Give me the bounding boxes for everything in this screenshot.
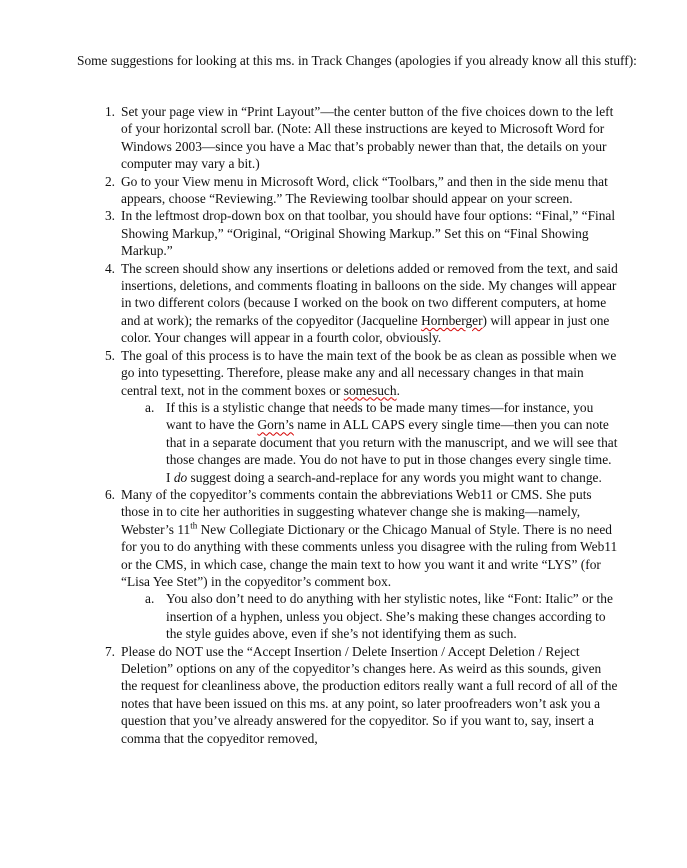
spellcheck-flagged-word[interactable]: somesuch bbox=[343, 382, 397, 398]
list-item-1 bbox=[121, 103, 619, 173]
item-4-text-b: ) will appear in just one color. Your changes will appear in a fourth color, obviously. bbox=[121, 312, 610, 346]
item-6-text-a: Many of the copyeditor’s comments contain the abbreviations Web11 or CMS. She puts those in to cite her authorities in suggesting whatever change she is making—namely, Webster’s 11 bbox=[121, 486, 592, 537]
sub-item-5a-text-b: name in ALL CAPS every single time—then you can note that in a separate document that you return with the manuscript, and we will see that those changes are made. You do not have to put in those changes every single time. I bbox=[166, 417, 618, 485]
item-2-text: Go to your View menu in Microsoft Word, click “Toolbars,” and then in the side menu that appears, choose “Reviewing.” The Reviewing toolbar should appear on your screen. bbox=[121, 173, 608, 207]
suggestions-list bbox=[121, 103, 619, 747]
item-3-text: In the leftmost drop-down box on that toolbar, you should have four options: “Final,” “Final Showing Markup,” “Original, “Original Showing Markup.” Set this on “Final Showing Markup.” bbox=[121, 208, 616, 259]
sub-item-5a-text-a: If this is a stylistic change that needs to be made many times—for instance, you want to have the bbox=[166, 399, 594, 433]
superscript-th: th bbox=[190, 520, 198, 531]
emphasis-text: do bbox=[173, 469, 188, 485]
list-item-7 bbox=[121, 643, 619, 747]
list-item-6 bbox=[121, 486, 619, 643]
spellcheck-flagged-word[interactable]: Hornberger bbox=[421, 312, 483, 328]
list-item-2 bbox=[121, 173, 619, 208]
list-item-5 bbox=[121, 347, 619, 486]
item-1-text: Set your page view in “Print Layout”—the center button of the five choices down to the left of your horizontal scroll bar. (Note: All these instructions are keyed to Microsoft Word for Windows 2003—since you have a Mac that’s probably newer than that, the details on your computer may vary a bit.) bbox=[121, 104, 614, 172]
item-6-text-b: New Collegiate Dictionary or the Chicago Manual of Style. There is no need for you to do anything with these comments unless you disagree with the ruling from Web11 or the CMS, in which case, change the main text to how you want it and write “LYS” (for “Lisa Yee Stet”) in the copyeditor’s comment box. bbox=[121, 521, 618, 589]
intro-paragraph: Some suggestions for looking at this ms. in Track Changes (apologies if you already know all this stuff): bbox=[77, 53, 637, 68]
item-4-text-a: The screen should show any insertions or deletions added or removed from the text, and said insertions, deletions, and comments floating in balloons on the side. My changes will appear in two different colors (because I worked on the book on two different computers, at home and at work); the remarks of the copyeditor (Jacqueline bbox=[121, 260, 618, 328]
sub-item-5a bbox=[166, 399, 619, 486]
spellcheck-flagged-word[interactable]: Gorn’s bbox=[257, 417, 294, 433]
sub-list bbox=[121, 399, 619, 486]
item-5-text-a: The goal of this process is to have the main text of the book be as clean as possible when we go into typesetting. Therefore, please make any and all necessary changes in that main central text, not in the comment boxes or bbox=[121, 347, 617, 398]
item-5-text-b: . bbox=[396, 382, 400, 398]
sub-item-5a-text-c: suggest doing a search-and-replace for any words you might want to change. bbox=[187, 469, 602, 485]
sub-item-6a bbox=[166, 590, 619, 642]
list-item-4 bbox=[121, 260, 619, 347]
list-item-3 bbox=[121, 207, 619, 259]
item-7-text: Please do NOT use the “Accept Insertion / Delete Insertion / Accept Deletion / Reject Deletion” options on any of the copyeditor’s changes here. As weird as this sounds, given the request for cleanliness above, the production editors really want a full record of all of the notes that have been issued on this ms. at any point, so later proofreaders won’t ask you a question that you’ve already answered for the copyeditor. So if you want to, say, insert a comma that the copyeditor removed, bbox=[121, 643, 618, 746]
sub-item-6a-text: You also don’t need to do anything with her stylistic notes, like “Font: Italic” or the insertion of a hyphen, unless you object. She’s making these changes according to the style guides above, even if she’s not identifying them as such. bbox=[166, 591, 613, 642]
sub-list bbox=[121, 590, 619, 642]
